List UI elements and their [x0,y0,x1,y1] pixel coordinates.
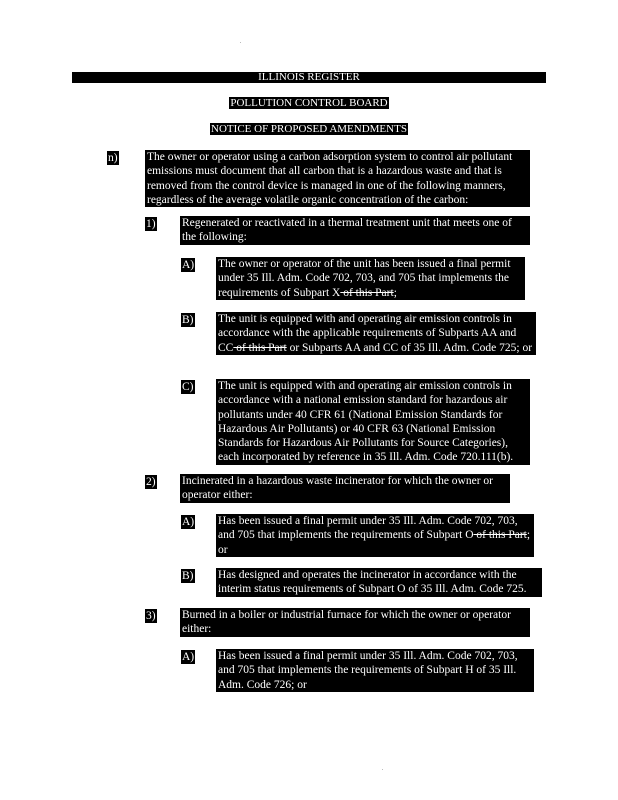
item-1b-end: or Subparts AA and CC of 35 Ill. Adm. Code 725; or [286,341,533,354]
item-1a-main: The owner or operator of the unit has been issued a final permit under 35 Ill. Adm. Code 702, 703, and 705 that implements the requirements of Subpart X [218,258,511,299]
section-n-label: n) [108,152,118,164]
item-1a-struck: of this Part [340,286,394,299]
item-2b-text: Has designed and operates the incinerator in accordance with the interim status requirements of Subpart O of 35 Ill. Adm. Code 725. [216,568,542,597]
item-2a-text [216,514,534,557]
item-2b-label: B) [182,570,194,582]
item-3-text: Burned in a boiler or industrial furnace for which the owner or operator either: [180,608,530,637]
register-title: ILLINOIS REGISTER [258,71,360,83]
item-2a-struck: of this Part [473,529,527,542]
item-2a-label: A) [182,516,195,528]
item-1b-struck: of this Part [233,341,287,354]
scan-speck [240,42,241,43]
board-title-text: POLLUTION CONTROL BOARD [230,97,388,109]
notice-title-text: NOTICE OF PROPOSED AMENDMENTS [211,123,407,135]
item-2-text: Incinerated in a hazardous waste incinerator for which the owner or operator either: [180,474,510,503]
item-1-label: 1) [146,218,156,230]
item-1a-label: A) [182,259,195,271]
item-1a-end: ; [393,286,397,299]
board-title [0,97,618,110]
item-1b-text [216,312,536,355]
item-1b-main: The unit is equipped with and operating air emission controls in accordance with the applicable requirements of Subparts AA and CC [218,313,517,354]
item-3a-text: Has been issued a final permit under 35 Ill. Adm. Code 702, 703, and 705 that implements the requirements of Subpart H of 35 Ill. Adm. Code 726; or [216,649,534,692]
item-1c-text: The unit is equipped with and operating air emission controls in accordance with a national emission standard for hazardous air pollutants under 40 CFR 61 (National Emission Standards for Hazardous Air Pollutants) or 40 CFR 63 (National Emission Standards for Hazardous Air Pollutants for Source Categories), each incorporated by reference in 35 Ill. Adm. Code 720.111(b). [216,379,530,465]
scan-speck [382,769,383,770]
item-2a-main: Has been issued a final permit under 35 Ill. Adm. Code 702, 703, and 705 that implements the requirements of Subpart O [218,515,518,542]
item-2-label: 2) [146,476,156,488]
item-1a-text [216,257,525,300]
item-1c-label: C) [182,381,194,393]
section-n-text: The owner or operator using a carbon adsorption system to control air pollutant emissions must document that all carbon that is a hazardous waste and that is removed from the control device is managed in one of the following manners, regardless of the average volatile organic concentration of the carbon: [145,150,530,207]
item-1b-label: B) [182,314,194,326]
item-3a-label: A) [182,651,195,663]
notice-title [0,123,618,136]
item-1-text: Regenerated or reactivated in a thermal treatment unit that meets one of the following: [180,216,530,245]
item-2a-end: ; or [218,529,531,556]
item-3-label: 3) [146,610,156,622]
